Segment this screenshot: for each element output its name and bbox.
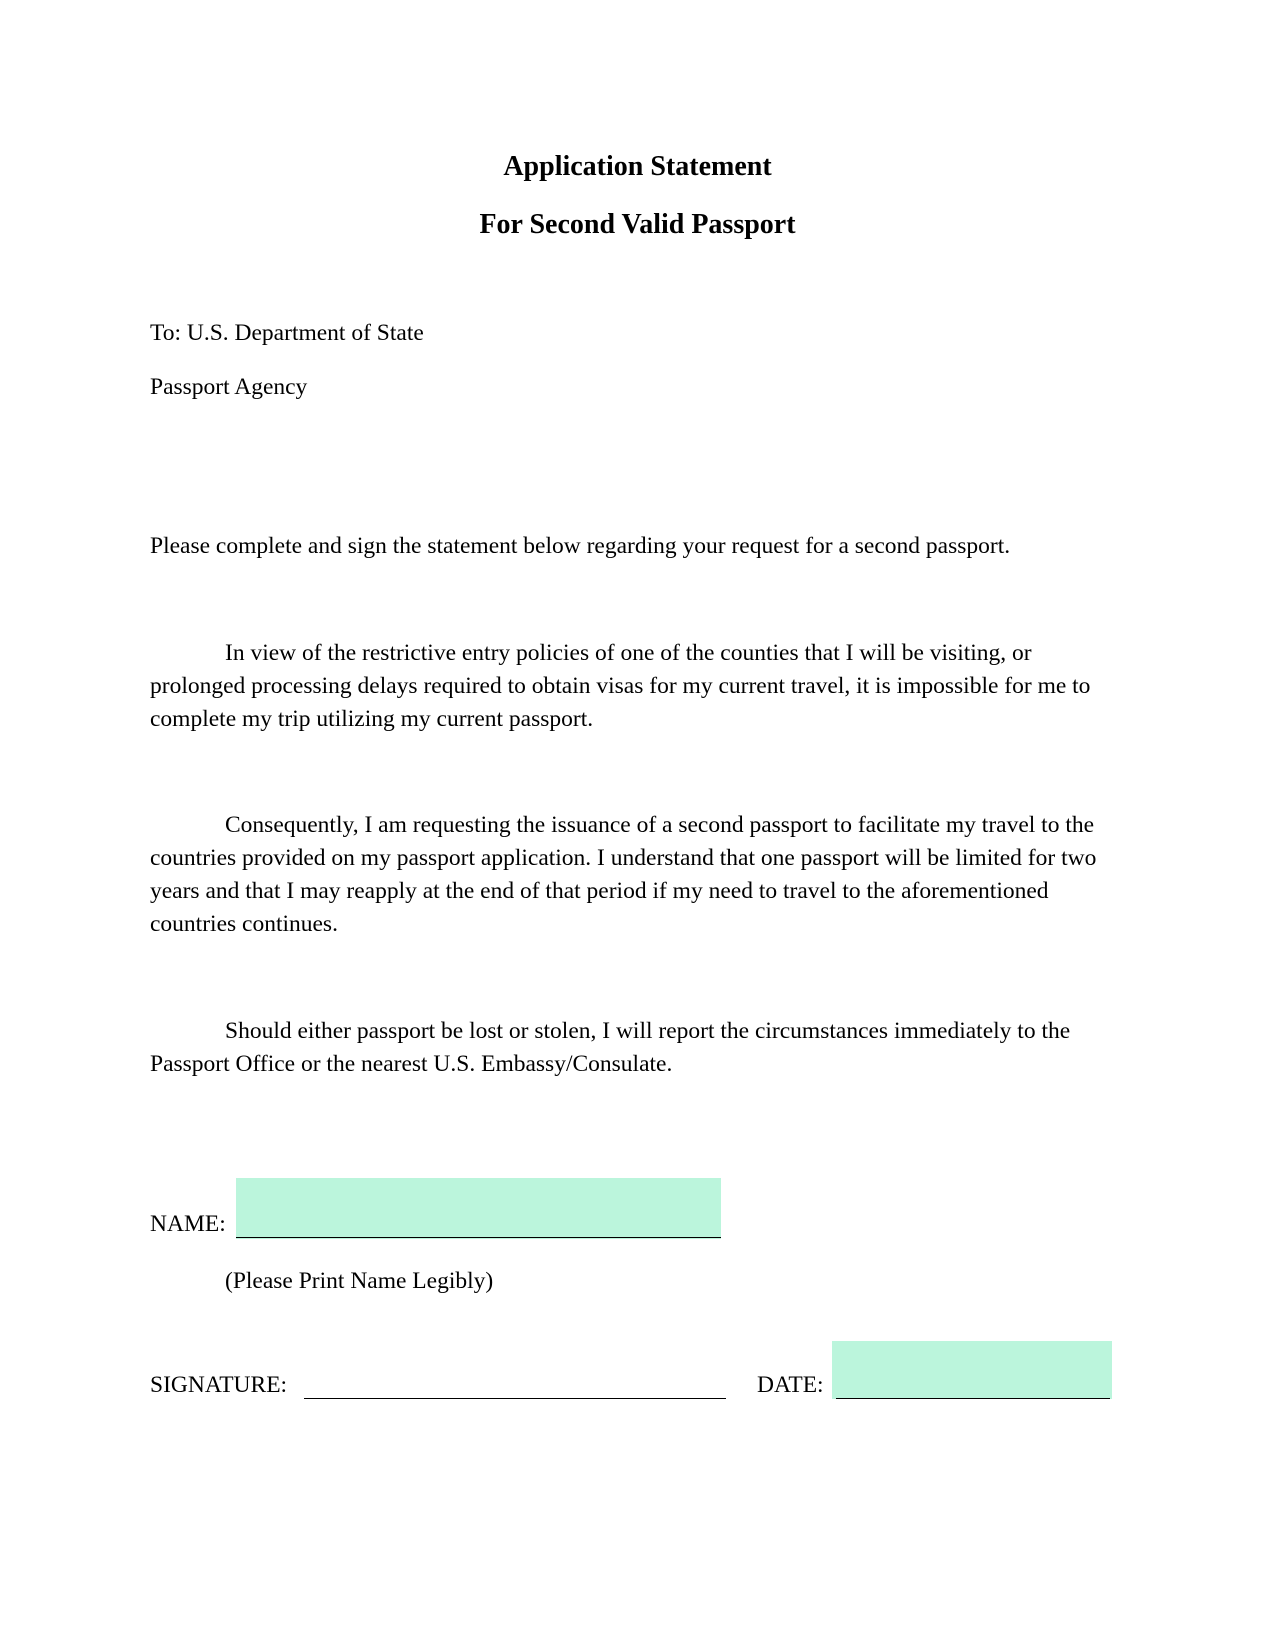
- recipient-line: To: U.S. Department of State: [150, 320, 424, 346]
- date-field[interactable]: [832, 1341, 1112, 1399]
- name-label: NAME:: [150, 1211, 226, 1237]
- signature-label: SIGNATURE:: [150, 1372, 288, 1398]
- date-label: DATE:: [757, 1372, 824, 1398]
- statement-paragraph-2-text: Consequently, I am requesting the issuance of a second passport to facilitate my travel to the countries provided on my passport application. I understand that one passport will be limited for two years and that I may reapply at the end of that period if my need to travel to the aforementioned countries continues.: [150, 812, 1097, 937]
- document-subtitle: For Second Valid Passport: [479, 209, 796, 240]
- name-underline: [236, 1237, 721, 1238]
- statement-paragraph-1-text: In view of the restrictive entry policies of one of the counties that I will be visiting, or prolonged processing delays required to obtain visas for my current travel, it is impossible for me to complete my trip utilizing my current passport.: [150, 640, 1091, 732]
- signature-line[interactable]: [304, 1398, 726, 1399]
- statement-paragraph-1: [150, 637, 1130, 736]
- instruction-text: Please complete and sign the statement below regarding your request for a second passport.: [150, 533, 1011, 559]
- name-field[interactable]: [236, 1178, 721, 1239]
- statement-paragraph-3-text: Should either passport be lost or stolen, I will report the circumstances immediately to the Passport Office or the nearest U.S. Embassy/Consulate.: [150, 1018, 1071, 1077]
- date-underline: [836, 1398, 1110, 1399]
- agency-line: Passport Agency: [150, 374, 308, 400]
- statement-paragraph-3: [150, 1015, 1130, 1081]
- document-title: Application Statement: [503, 151, 772, 182]
- name-hint: (Please Print Name Legibly): [225, 1268, 494, 1294]
- statement-paragraph-2: [150, 809, 1130, 941]
